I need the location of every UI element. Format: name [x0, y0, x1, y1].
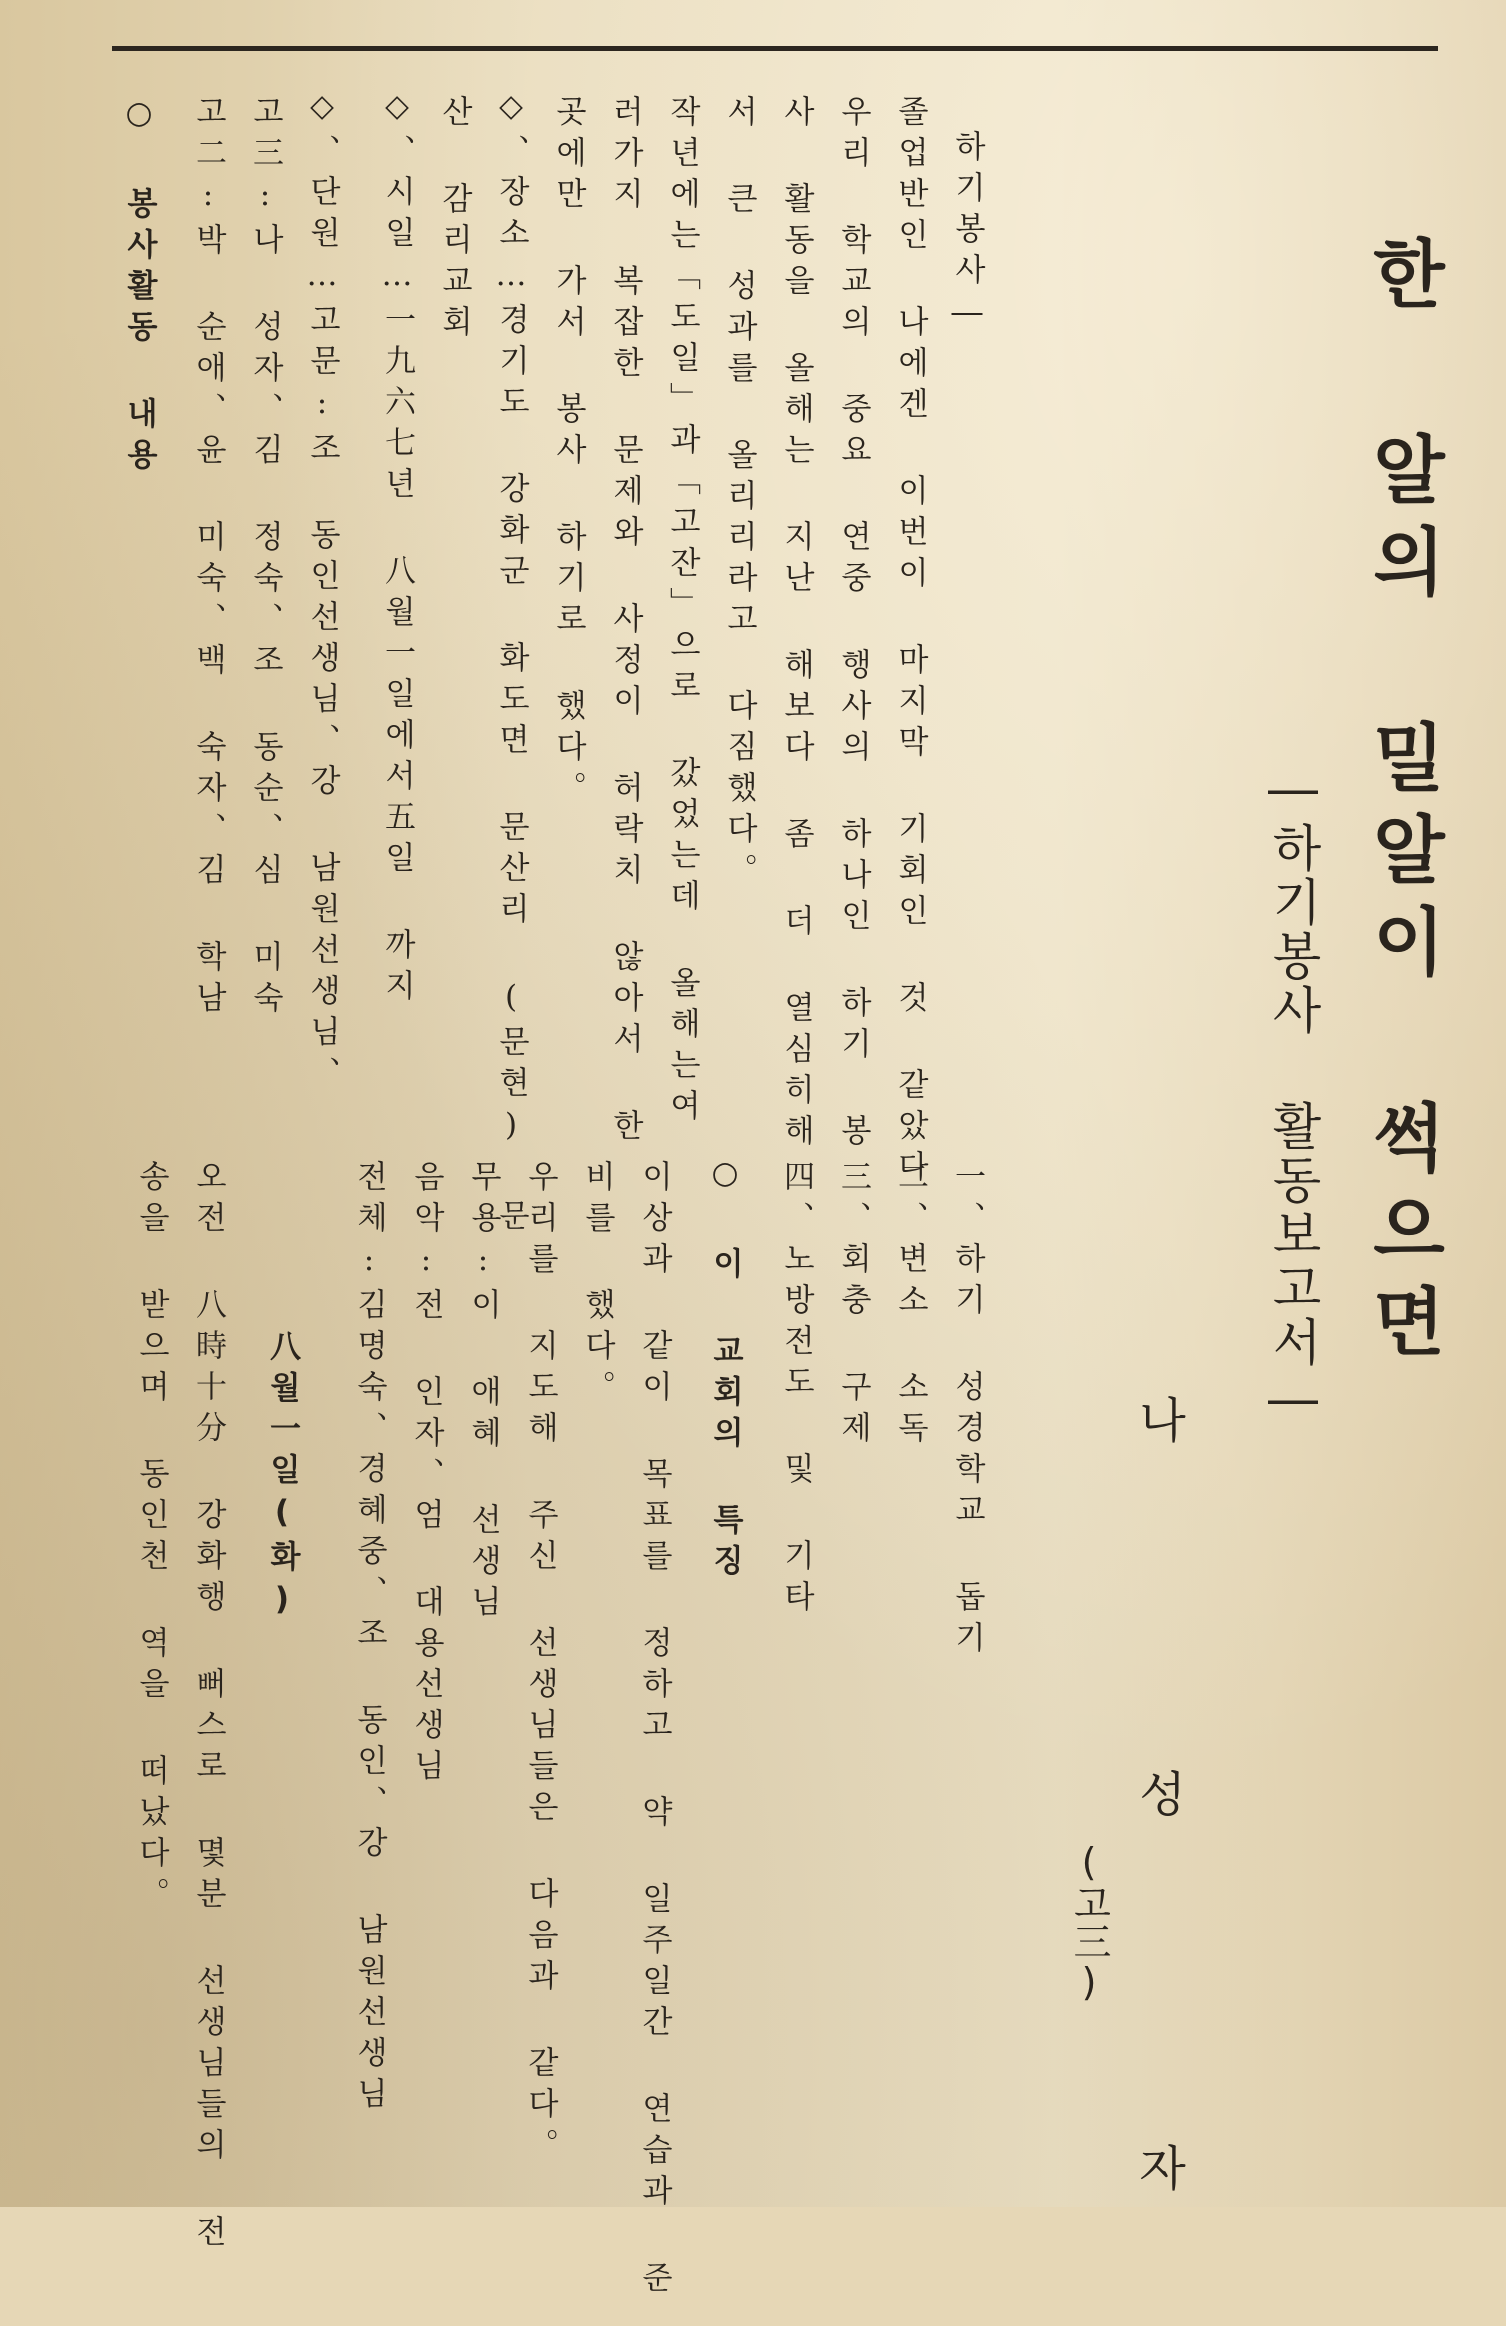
article-title: 한 알의 밀알이 썩으면 [1360, 235, 1446, 1375]
list-item: 一、하기 성경학교 돕기 [949, 1160, 985, 1662]
author-grade: (고三) [1067, 1840, 1111, 2004]
body-line: 고二:박 순애、윤 미숙、백 숙자、김 학남 [190, 95, 226, 1022]
body-line: 이상과 같이 목표를 정하고 약 일주일간 연습과 준 [636, 1160, 672, 2302]
body-line: 하기봉사― [949, 130, 985, 340]
body-line: 러가지 복잡한 문제와 사정이 허락치 않아서 한 [607, 95, 643, 1150]
body-line: 전체:김명숙、경혜중、조 동인、강 남원선생님 [351, 1160, 387, 2118]
body-line: 우리를 지도해 주신 선생님들은 다음과 같다。 [522, 1160, 558, 2169]
section-heading: ○ 이 교회의 특징 [707, 1155, 743, 1585]
body-line: ◇、시일…一九六七년 八월一일에서五일 까지 [379, 88, 415, 1010]
body-line: ◇、장소…경기도 강화군 화도면 문산리 (문현) 문 [493, 88, 529, 1240]
author-name: 나 성 자 [1130, 1395, 1186, 2326]
body-line: 졸업반인 나에겐 이번이 마지막 기회인 것 같았다 [892, 95, 928, 1191]
body-line: 사 활동을 올해는 지난 해보다 좀 더 열심히해 [778, 95, 814, 1155]
body-line: 송을 받으며 동인천 역을 떠났다。 [133, 1160, 169, 1918]
body-line: 오전 八時十分 강화행 뻐스로 몇분 선생님들의 전 [190, 1160, 226, 2256]
list-item: 二、변소 소독 [892, 1160, 928, 1452]
date-heading: 八월一일(화) [264, 1330, 300, 1627]
top-rule [112, 46, 1438, 51]
article-subtitle: ―하기봉사 활동보고서― [1264, 760, 1322, 1432]
body-line: 산 감리교회 [436, 95, 472, 346]
body-line: 무용:이 애혜 선생님 [465, 1160, 501, 1626]
body-line: 고三:나 성자、김 정숙、조 동순、심 미숙 [247, 95, 283, 1022]
section-heading: ○ 봉사활동 내용 [121, 95, 157, 479]
body-line: 곳에만 가서 봉사 하기로 했다。 [550, 95, 586, 812]
list-item: 三、회충 구제 [835, 1160, 871, 1452]
body-line: 음악:전 인자、엄 대용선생님 [408, 1160, 444, 1790]
body-line: 우리 학교의 중요 연중 행사의 하나인 하기 봉 [835, 95, 871, 1155]
body-line: 서 큰 성과를 올리리라고 다짐했다。 [721, 95, 757, 894]
body-line: ◇、단원…고문:조 동인선생님、강 남원선생님、 [304, 88, 340, 1097]
list-item: 四、노방전도 및 기타 [778, 1160, 814, 1621]
body-line: 작년에는「도일」과「고잔」으로 갔었는데 올해는여 [664, 95, 700, 1130]
body-line: 비를 했다。 [579, 1160, 615, 1411]
